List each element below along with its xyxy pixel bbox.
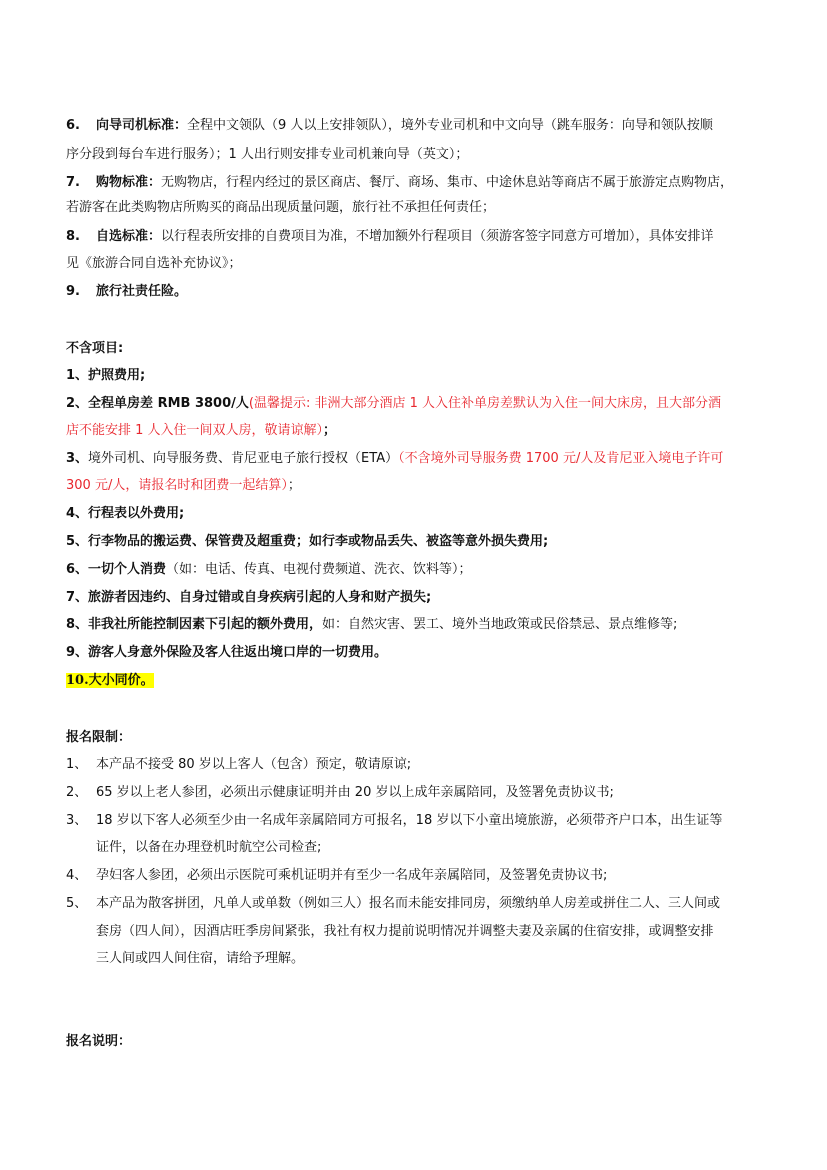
excluded-item-4: 4、行程表以外费用; [66, 506, 185, 521]
standard-7-line1: 7. 购物标准：无购物店，行程内经过的景区商店、餐厅、商场、集市、中途休息站等商店不属于旅游定点购物店， [66, 175, 734, 190]
excluded-item-8: 8、非我社所能控制因素下引起的额外费用，如：自然灾害、罢工、境外当地政策或民俗禁忌、景点维修等; [66, 617, 678, 632]
standard-8-title: 自选标准： [96, 229, 162, 244]
restriction-2: 2、 65 岁以上老人参团，必须出示健康证明并由 20 岁以上成年亲属陪同，及签署免责协议书; [66, 785, 614, 800]
excluded-item-2-line1: 2、全程单房差 RMB 3800/人(温馨提示: 非洲大部分酒店 1 人入住补单房差默认为入住一间大床房，且大部分酒 [66, 396, 722, 411]
restriction-5-line1: 5、 本产品为散客拼团，凡单人或单数（例如三人）报名而未能安排同房，须缴纳单人房差或拼住二人、三人间或 [66, 896, 721, 911]
excluded-item-3-line1: 3、境外司机、向导服务费、肯尼亚电子旅行授权（ETA）（不含境外司导服务费 1700 元/人及肯尼亚入境电子许可 [66, 451, 724, 466]
excluded-item-7: 7、旅游者因违约、自身过错或自身疾病引起的人身和财产损失; [66, 590, 432, 605]
standard-8-line1: 8. 自选标准：以行程表所安排的自费项目为准，不增加额外行程项目（须游客签字同意方可增加），具体安排详 [66, 229, 714, 244]
excluded-item-3-line2: 300 元/人，请报名时和团费一起结算）； [66, 478, 301, 493]
excluded-item-9: 9、游客人身意外保险及客人往返出境口岸的一切费用。 [66, 645, 388, 660]
notes-heading: 报名说明： [66, 1034, 132, 1049]
restriction-3-line2: 证件，以备在办理登机时航空公司检查; [96, 840, 322, 855]
standard-7-title: 购物标准： [96, 175, 162, 190]
standard-9-title: 旅行社责任险。 [96, 284, 188, 299]
standard-6-title: 向导司机标准： [96, 118, 188, 133]
excluded-heading: 不含项目: [66, 341, 124, 356]
restriction-1: 1、 本产品不接受 80 岁以上客人（包含）预定，敬请原谅; [66, 757, 412, 772]
restriction-4: 4、 孕妇客人参团，必须出示医院可乘机证明并有至少一名成年亲属陪同，及签署免责协议书; [66, 868, 608, 883]
excluded-item-6: 6、一切个人消费（如：电话、传真、电视付费频道、洗衣、饮料等）； [66, 562, 472, 577]
standard-6-line2: 序分段到每台车进行服务）；1 人出行则安排专业司机兼向导（英文）； [66, 147, 469, 162]
restriction-5-line3: 三人间或四人间住宿，请给予理解。 [96, 951, 305, 966]
standard-9-line: 9. 旅行社责任险。 [66, 284, 188, 299]
restriction-5-line2: 套房（四人间），因酒店旺季房间紧张，我社有权力提前说明情况并调整夫妻及亲属的住宿安排，或调整安排 [96, 924, 714, 939]
excluded-item-1: 1、护照费用; [66, 368, 146, 383]
restrictions-heading: 报名限制： [66, 730, 132, 745]
restriction-3-line1: 3、 18 岁以下客人必须至少由一名成年亲属陪同方可报名，18 岁以下小童出境旅游，必须带齐户口本，出生证等 [66, 813, 723, 828]
highlighted-text: 10.大小同价。 [66, 673, 154, 688]
excluded-item-10 [66, 671, 154, 691]
excluded-item-2-line2: 店不能安排 1 人入住一间双人房，敬请谅解）； [66, 423, 337, 438]
standard-8-line2: 见《旅游合同自选补充协议》； [66, 256, 242, 271]
excluded-item-5: 5、行李物品的搬运费、保管费及超重费；如行李或物品丢失、被盗等意外损失费用; [66, 534, 549, 549]
standard-7-line2: 若游客在此类购物店所购买的商品出现质量问题，旅行社不承担任何责任； [66, 200, 496, 215]
standard-6-line1: 6. 向导司机标准：全程中文领队（9 人以上安排领队），境外专业司机和中文向导（跳车服务：向导和领队按顺 [66, 118, 713, 133]
